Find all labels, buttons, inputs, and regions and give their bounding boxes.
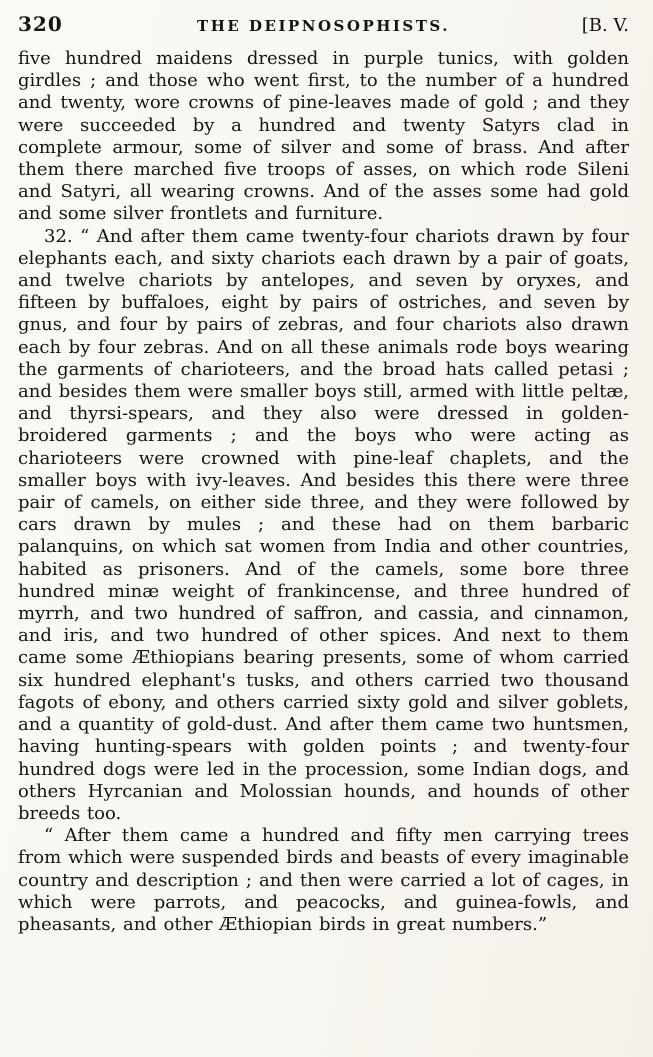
paragraph-closing: “ After them came a hundred and fifty men carrying trees from which were suspended birds and beasts of every imaginable country and description ; and then were carried a lot of cages, in which were parrots, and peacocks, and guinea-fowls, and pheasants, and other Æthiopian birds in great numbers.” <box>18 825 629 935</box>
paragraph-section-32: 32. “ And after them came twenty-four chariots drawn by four elephants each, and sixty chariots each drawn by a pair of goats, and twelve chariots by antelopes, and seven by oryxes, and fifteen by buffaloes, eight by pairs of ostriches, and seven by gnus, and four by pairs of zebras, and four chariots also drawn each by four zebras. And on all these animals rode boys wearing the garments of charioteers, and the broad hats called petasi ; and besides them were smaller boys still, armed with little peltæ, and thyrsi-spears, and they also were dressed in golden-broidered garments ; and the boys who were acting as charioteers were crowned with pine-leaf chaplets, and the smaller boys with ivy-leaves. And besides this there were three pair of camels, on either side three, and they were followed by cars drawn by mules ; and these had on them barbaric palanquins, on which sat women from India and other countries, habited as prisoners. And of the camels, some bore three hundred minæ weight of frankincense, and three hundred of myrrh, and two hundred of saffron, and cassia, and cinnamon, and iris, and two hundred of other spices. And next to them came some Æthiopians bearing presents, some of whom carried six hundred elephant's tusks, and others carried two thousand fagots of ebony, and others carried sixty gold and silver goblets, and a quantity of gold-dust. And after them came two huntsmen, having hunting-spears with golden points ; and twenty-four hundred dogs were led in the procession, some Indian dogs, and others Hyrcanian and Molossian hounds, and hounds of other breeds too. <box>18 225 629 824</box>
page-header <box>18 12 629 36</box>
book-signature-mark: [B. V. <box>581 15 629 36</box>
running-title: THE DEIPNOSOPHISTS. <box>197 17 450 35</box>
paragraph-continuation: five hundred maidens dressed in purple tunics, with golden girdles ; and those who went first, to the number of a hundred and twenty, wore crowns of pine-leaves made of gold ; and they were succeeded by a hundred and twenty Satyrs clad in complete armour, some of silver and some of brass. And after them there marched five troops of asses, on which rode Sileni and Satyri, all wearing crowns. And of the asses some had gold and some silver frontlets and furniture. <box>18 48 629 225</box>
page-body-text <box>18 48 629 936</box>
page-number: 320 <box>18 12 63 36</box>
